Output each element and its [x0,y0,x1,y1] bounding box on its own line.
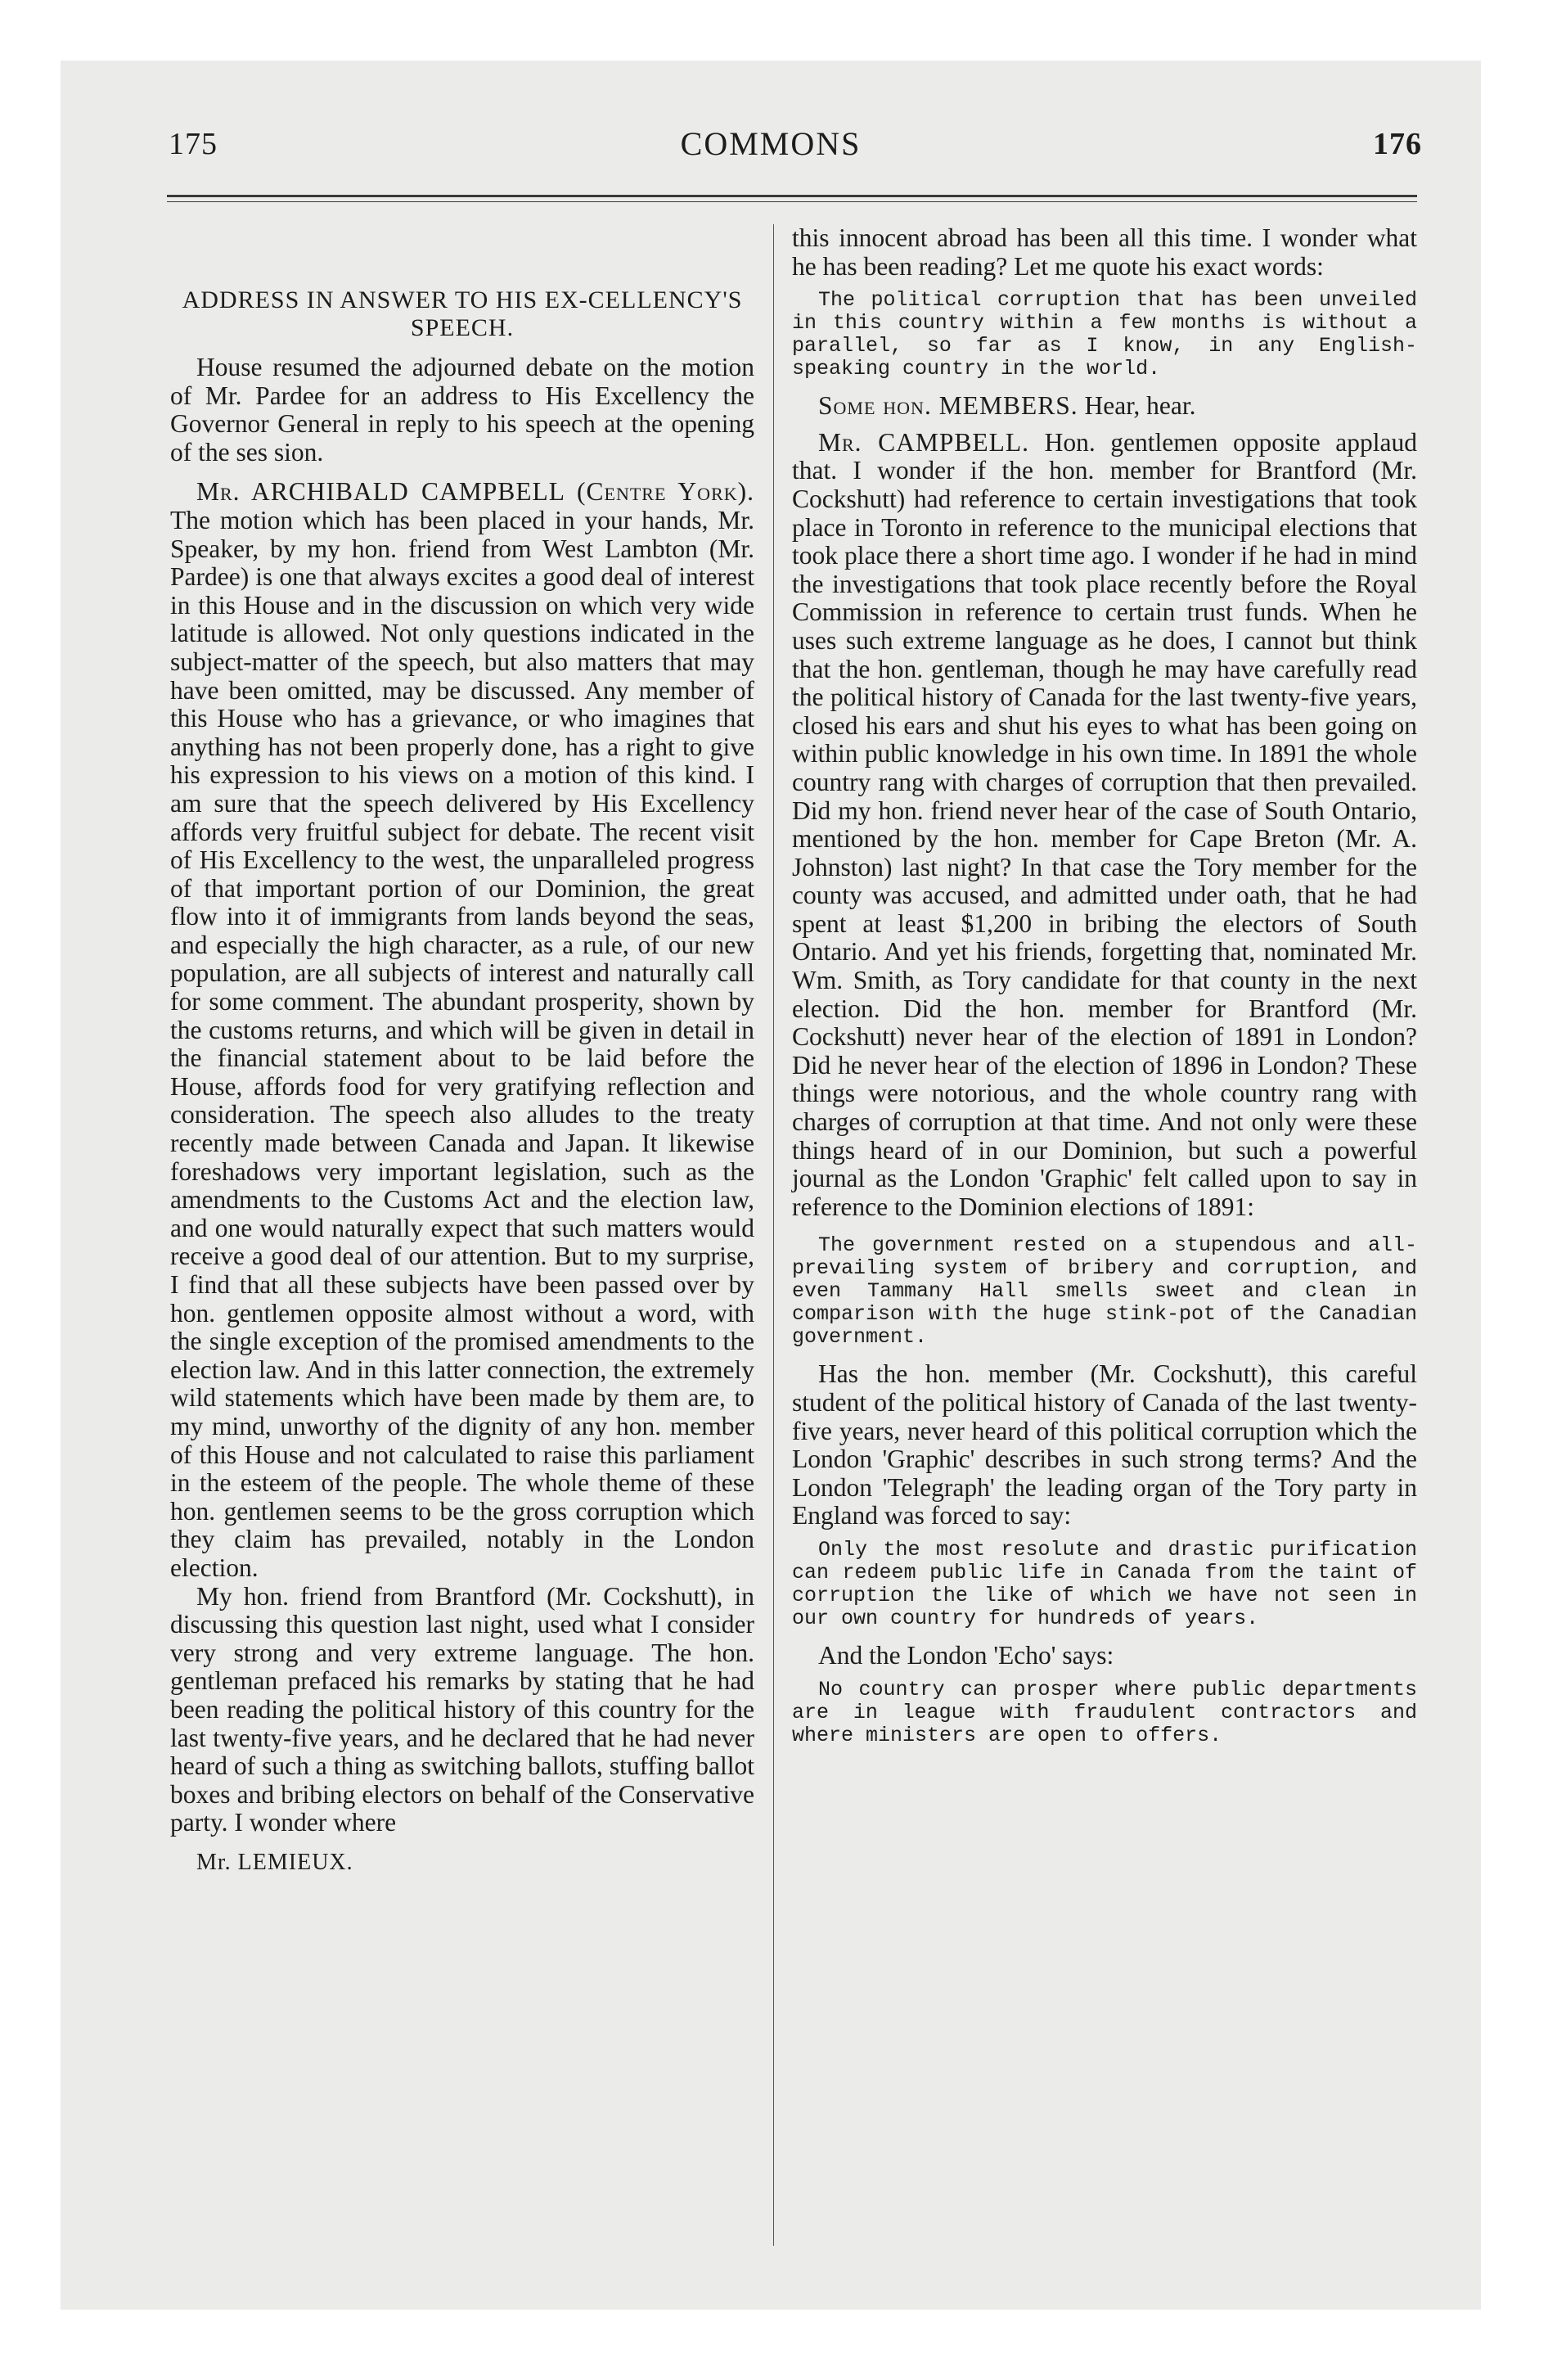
quotation: Only the most resolute and drastic purification can redeem public life in Canada from the taint of corruption the like of which we have not seen in our own country for hundreds of years. [792,1537,1417,1630]
speaker-name: Some hon. MEMBERS. [818,391,1078,421]
speech-text: The motion which has been placed in your hands, Mr. Speaker, by my hon. friend from West Lambton (Mr. Pardee) is one that always excites a good deal of interest in this House and in the discussion on which very wide latitude is allowed. Not only questions indicated in the subject-matter of the speech, but also matters that may have been omitted, may be discussed. Any member of this House who has a grievance, or who imagines that anything has not been properly done, has a right to give his expression to his views on a motion of this kind. I am sure that the speech delivered by His Excellency affords very fruitful subject for debate. The recent visit of His Excellency to the west, the unparalleled progress of that important portion of our Dominion, the great flow into it of immigrants from lands beyond the seas, and especially the high character, as a rule, of our new population, are all subjects of interest and naturally call for some comment. The abundant prosperity, shown by the customs returns, and which will be given in detail in the financial statement about to be laid before the House, affords food for very gratifying reflection and consideration. The speech also alludes to the treaty recently made between Canada and Japan. It likewise foreshadows very important legislation, such as the amendments to the Customs Act and the election law, and one would naturally expect that such matters would receive a good deal of our attention. But to my surprise, I find that all these subjects have been passed over by hon. gentlemen opposite almost without a word, with the single exception of the promised amendments to the election law. And in this latter connection, the extremely wild statements which have been made by them are, to my mind, unworthy of the dignity of any hon. member of this House and not calculated to raise this parliament in the esteem of the people. The whole theme of these hon. gentlemen seems to be the gross corruption which they claim has prevailed, notably in the London election. [170,505,754,1582]
speech-text: Hon. gentlemen opposite applaud that. I wonder if the hon. member for Brantford (Mr. Cockshutt) had reference to certain investigations that took place in Toronto in reference to the municipal elections that took place there a short time ago. I wonder if he had in mind the investigations that took place recently before the Royal Commission in reference to certain trust funds. When he uses such extreme language as he does, I cannot but think that the hon. gentleman, though he may have carefully read the political history of Canada for the last twenty-five years, closed his ears and shut his eyes to what has been going on within public knowledge in his own time. In 1891 the whole country rang with charges of corruption that then prevailed. Did my hon. friend never hear of the case of South Ontario, mentioned by the hon. member for Cape Breton (Mr. A. Johnston) last night? In that case the Tory member for the county was accused, and admitted under oath, that he had spent at least $1,200 in bribing the electors of South Ontario. And yet his friends, forgetting that, nominated Mr. Wm. Smith, as Tory candidate for that county in the next election. Did the hon. member for Brantford (Mr. Cockshutt) never hear of the election of 1891 in London? Did he never hear of the election of 1896 in London? These things were notorious, and the whole country rang with charges of corruption at that time. And not only were these things heard of in our Dominion, but such a powerful journal as the London 'Graphic' felt called upon to say in reference to the Dominion elections of 1891: [792,427,1418,1221]
header-rule-thin [167,201,1417,202]
continuation-speaker: Mr. LEMIEUX. [196,1849,353,1875]
paragraph: And the London 'Echo' says: [818,1640,1114,1670]
quotation: The government rested on a stupendous and all-prevailing system of bribery and corruption, and even Tammany Hall smells sweet and clean in comparison with the huge stink-pot of the Canadian government. [792,1233,1417,1350]
section-heading: ADDRESS IN ANSWER TO HIS EX-CELLENCY'S SPEECH. [182,286,743,341]
right-column [792,224,1417,1759]
paragraph [792,392,1417,421]
speaker-name: Mr. CAMPBELL. [818,427,1030,457]
running-title: COMMONS [680,125,862,162]
page-header [61,61,1481,208]
paragraph: this innocent abroad has been all this time. I wonder what he has been reading? Let me quote his exact words: [792,223,1417,281]
speech-text: Hear, hear. [1084,391,1196,421]
paragraph: Has the hon. member (Mr. Cockshutt), this careful student of the political history of Canada of the last twenty-five years, never heard of this political corruption which the London 'Graphic' describes in such strong terms? And the London 'Telegraph' the leading organ of the Tory party in England was forced to say: [792,1359,1417,1530]
paragraph [170,478,754,1582]
header-rule-thick [167,195,1417,197]
quotation: The political corruption that has been unveiled in this country within a few months is without a parallel, so far as I know, in any English-speaking country in the world. [792,288,1417,381]
paragraph [792,429,1417,1222]
page-number-right: 176 [1373,127,1422,161]
quotation: No country can prosper where public departments are in league with fraudulent contractors and where ministers are open to offers. [792,1677,1417,1747]
paragraph: My hon. friend from Brantford (Mr. Cockshutt), in discussing this question last night, used what I consider very strong and very extreme language. The hon. gentleman prefaced his remarks by stating that he had been reading the political history of this country for the last twenty-five years, and he declared that he had never heard of such a thing as switching ballots, stuffing ballot boxes and bribing electors on behalf of the Conservative party. I wonder where [170,1581,754,1837]
speaker-name: Mr. ARCHIBALD CAMPBELL (Centre York). [196,477,754,507]
paragraph: House resumed the adjourned debate on the motion of Mr. Pardee for an address to His Excellency the Governor General in reply to his speech at the opening of the ses sion. [170,353,754,467]
page-number-left: 175 [169,127,218,161]
left-column [170,224,754,1877]
page [61,61,1481,2310]
column-divider [773,224,774,2246]
